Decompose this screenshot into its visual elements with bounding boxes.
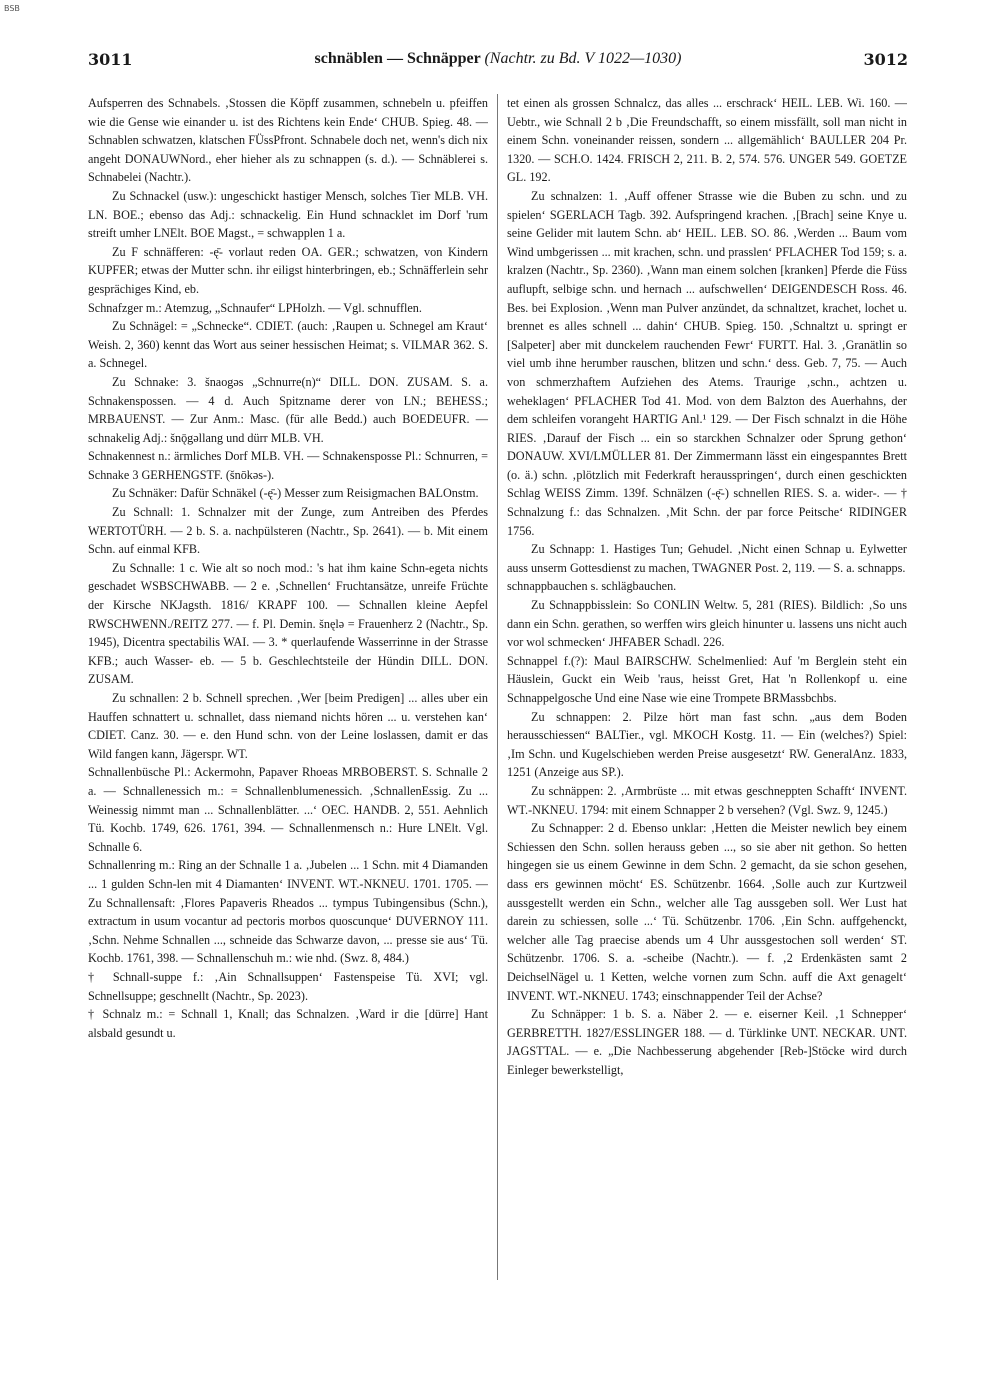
entry-paragraph: † Schnall-suppe f.: ‚Ain Schnallsuppen‘ Fastenspeise Tü. XVI; vgl. Schnellsuppe; geschnellt (Nachtr., Sp. 2023). bbox=[88, 969, 488, 1003]
entry-paragraph: Zu Schnäker: Dafür Schnäkel (-ę̄-) Messer zum Reisigmachen BALOnstm. bbox=[112, 486, 479, 501]
running-title bbox=[88, 50, 908, 68]
entry-paragraph: Schnallenbüsche Pl.: Ackermohn, Papaver Rhoeas MRBOBERST. S. Schnalle 2 a. — Schnallenessich m.: = Schnallenblumenessich. ‚SchnallenEssig. Zu ... Weinessig nimmt man ... Schnallenblätter. ...‘ OEC. HANDB. 2, 551. Aehnlich Tü. Kochb. 1749, 626. 1761, 394. — Schnallenmensch n.: Hure LNElt. Vgl. Schnalle 6. bbox=[88, 765, 488, 854]
entry-paragraph: tet einen als grossen Schnalcz, das alles ... erschrack‘ HEIL. LEB. Wi. 160. — Uebtr., wie Schnall 2 b ‚Die Freundschafft, so einem missfällt, soll man nicht in einem Schn. voneinander reissen, sondern ... allgemählich‘ BAULLER 204 Pr. 1320. — SCH.O. 1424. FRISCH 2, 211. B. 2, 574. 576. UNGER 549. GOETZE GL. 192. bbox=[507, 96, 907, 185]
library-stamp: BSB bbox=[4, 4, 20, 13]
right-column bbox=[507, 94, 907, 1294]
running-title-main: schnäblen — Schnäpper bbox=[314, 50, 481, 67]
entry-paragraph: † Schnalz m.: = Schnall 1, Knall; das Schnalzen. ‚Ward ir die [dürre] Hant alsbald gesundt u. bbox=[88, 1007, 488, 1040]
entry-paragraph: Zu Schnägel: = „Schnecke“. CDIET. (auch: ‚Raupen u. Schnegel am Kraut‘ Weish. 2, 360) kennt das Wort aus seiner hessischen Heimat; s. VILMAR 362. S. a. Schnegel. bbox=[88, 319, 488, 371]
running-title-sub: (Nachtr. zu Bd. V 1022—1030) bbox=[484, 50, 682, 67]
page-number-left: 3011 bbox=[88, 50, 133, 69]
page-header bbox=[88, 50, 908, 74]
entry-paragraph: Zu Schnappbisslein: So CONLIN Weltw. 5, 281 (RIES). Bildlich: ‚So uns dann ein Schn. gerathen, so werffen wirs gleich hinunter u. lassens uns nicht auch vor wol schmecken‘ JHFABER Schadl. 226. bbox=[507, 598, 907, 650]
entry-paragraph: Zu schnappen: 2. Pilze hört man fast schn. „aus dem Boden herausschiessen“ BALTier., vgl. MKOCH Kostg. 11. — Ein (welches?) Spiel: ‚Im Schn. und Kugelschieben werden Preise ausgesetzt‘ RW. GeneralAnz. 1833, 1251 (Anzeige aus SP.). bbox=[507, 709, 907, 780]
entry-paragraph: Schnappel f.(?): Maul BAIRSCHW. Schelmenlied: Auf 'm Berglein steht ein Häuslein, Guckt ein Weib 'raus, heisst Gret, Hat 'n Rollenkopf u. eine Schnappelgosche Und eine Nase wie eine Trompete BRMassbchbs. bbox=[507, 653, 907, 705]
entry-paragraph: Zu Schnackel (usw.): ungeschickt hastiger Mensch, solches Tier MLB. VH. LN. BOE.; ebenso das Adj.: schnackelig. Ein Hund schnacklet im Dorf 'rum streift umher LNElt. BOE Magst., = schwapplen 1 a. bbox=[88, 188, 488, 241]
entry-paragraph: Zu Schnake: 3. šnaogəs „Schnurre(n)“ DILL. DON. ZUSAM. S. a. Schnakenspossen. — 4 d. Auch Spitzname derer von LN.; BEHESS.; MRBAUENST. — Zur Anm.: Masc. (für alle Bedd.) auch BOEDEUFR. — schnakelig Adj.: šnǭgəllang und dürr MLB. VH. bbox=[88, 374, 488, 445]
column-divider bbox=[497, 94, 498, 1280]
entry-paragraph: Zu F schnäfferen: -ę̄- vorlaut reden OA. GER.; schwatzen, von Kindern KUPFER; etwas der Mutter schn. ihr eiligst hinterbringen, eb.; Schnäfferlein sehr gesprächiges Kind, eb. bbox=[88, 244, 488, 296]
page-number-right: 3012 bbox=[863, 50, 908, 69]
entry-paragraph: schnappbauchen s. schlägbauchen. bbox=[507, 579, 677, 594]
entry-paragraph: Schnakennest n.: ärmliches Dorf MLB. VH. — Schnakensposse Pl.: Schnurren, = Schnake 3 GERHENGSTF. (šnōkəs-). bbox=[88, 449, 488, 482]
left-column bbox=[88, 94, 488, 1294]
entry-paragraph: Zu schnalzen: 1. ‚Auff offener Strasse wie die Buben zu schn. und zu spielen‘ SGERLACH Tagb. 392. Aufspringend krachen. ‚[Brach] seine Knye u. seine Gelider mit lautem Schn. ab‘ HEIL. LEB. SO. 86. ‚Werden ... Baum vom Wind umbgerissen ... mit krachen, schn. und prasslen‘ PFLACHER Tod 159; s. a. kralzen (Nachtr., Sp. 2360). ‚Wann man einem solchen [kranken] Pferde die Füss auflupft, selbige schn. und hernach ... aufschwellen‘ DEIGENDESCH Ross. 46. Bes. bei Explosion. ‚Wenn man Pulver anzündet, da schnaltzet, krachet, lochet u. brennet es alles schnell ... dahin‘ CHUB. Spieg. 150. ‚Schnaltzt u. springt er [Salpeter] aber mit dunckelem rauchenden Fewr‘ FURTT. Hal. 3. ‚Granätlin so viel umb ihne herumber rauschen, blitzen und schn.‘ dess. Geb. 7, 75. — Auch von schmerzhaftem Aufziehen des Atems. Traurige ‚schn., achtzen u. weheklagen‘ PFLACHER Tod 41. Mod. von dem Balzton des Auerhahns, der dem schleifen vorangeht HARTIG Anl.¹ 129. — Der Fisch schnalzt in die Höhe RIES. ‚Darauf der Fisch ... ein so starckhen Schnalzer oder Sprung gethon‘ DONAUW. XVI/LMÜLLER 81. Der Zimmermann lässt ein eingespanntes Brett (o. ä.) schn. ‚plötzlich mit Federkraft herausspringen‘, durch einen geschickten Schlag WEISS Zimm. 139f. Schnälzen (-ę̄-) schnellen RIES. S. a. wider-. — † Schnalzung f.: das Schnalzen. ‚Mit Schn. der par force Peitsche‘ RIDINGER 1756. bbox=[507, 188, 907, 538]
entry-paragraph: Aufsperren des Schnabels. ‚Stossen die Köpff zusammen, schnebeln u. pfeiffen wie die Gense wie einander u. ist des Richtens kein Ende‘ CHUB. Spieg. 48. — Schnablen schwatzen, klatschen FÜssPfront. Schnabele doch net, wenn's dich nix angeht DONAUWNord., eher hieher als zu schnappen (s. d.). — Schnäblerei s. Schnabelei (Nachtr.). bbox=[88, 96, 488, 185]
entry-paragraph: Zu schnäppen: 2. ‚Armbrüste ... mit etwas geschneppten Schafft‘ INVENT. WT.-NKNEU. 1794: mit einem Schnapper 2 b versehen? (Vgl. Swz. 9, 1245.) bbox=[507, 783, 907, 817]
entry-paragraph: Zu Schnall: 1. Schnalzer mit der Zunge, zum Antreiben des Pferdes WERTOTÜRH. — 2 b. S. a. nachpülsteren (Nachtr., Sp. 2641). — b. Mit einem Schn. auf einmal KFB. bbox=[88, 505, 488, 557]
entry-paragraph: Zu schnallen: 2 b. Schnell sprechen. ‚Wer [beim Predigen] ... alles uber ein Hauffen schnattert u. schnallet, dass niemand nichts hören ... u. verstehen kan‘ CDIET. Canz. 30. — e. den Hund schn. von der Leine loslassen, damit er das Wild fangen kann, Jägerspr. WT. bbox=[88, 691, 488, 761]
entry-paragraph: Schnafzger m.: Atemzug, „Schnaufer“ LPHolzh. — Vgl. schnufflen. bbox=[88, 300, 422, 315]
entry-paragraph: Zu Schnapper: 2 d. Ebenso unklar: ‚Hetten die Meister newlich bey einem Schiessen den Schn. sollen herauss geben ..., so sie aber nit gethon. So hetten hingegen sie us einem Gewinne in dem Schn. 2 gemacht, da sie schon gesehen, dass ers gewinnen möcht‘ ES. Schützenbr. 1664. ‚Solle auch zur Kurtzweil aussgestellt werden ein Schn., welcher alle Tag aussgeben soll. Wer Lust hat darein zu schiessen, solle ...‘ Tü. Schützenbr. 1706. ‚Ein Schn. auffgehenckt, welcher alle Tag praecise abends um 4 Uhr aussgestochen soll werden‘ ST. Schützenbr. 1706. S. a. -scheibe (Nachtr.). — f. ‚2 Erdenkästen samt 2 DeichselNägel u. 1 Ketten, welche vornen zum Schn. auff die Axt genagelt‘ INVENT. WT.-NKNEU. 1743; einschnappender Teil der Achse? bbox=[507, 821, 907, 1003]
entry-paragraph: Zu Schnapp: 1. Hastiges Tun; Gehudel. ‚Nicht einen Schnap u. Eylwetter auss unserm Gottesdienst zu machen, TWAGNER Post. 2, 119. — S. a. schnapps. bbox=[507, 542, 907, 575]
entry-paragraph: Zu Schnalle: 1 c. Wie alt so noch mod.: 's hat ihm kaine Schn-egeta nichts geschadet WSBSCHWABB. — 2 e. ‚Schnellen‘ Fruchtansätze, unreife Früchte der Kirsche NKJagsth. 1816/ KRAPF 100. — Schnallen kleine Aepfel RWSCHWENN./REITZ 277. — f. Pl. Demin. šnęlə = Frauenherz 2 (Nachtr., Sp. 1945), Dicentra spectabilis WAI. — 3. * querlaufende Wasserrinne in der Strasse KFB.; auch Wasser- eb. — 5 b. Geschlechtsteile der Hündin DILL. DON. ZUSAM. bbox=[88, 560, 488, 687]
entry-paragraph: Zu Schnäpper: 1 b. S. a. Näber 2. — e. eiserner Keil. ‚1 Schnepper‘ GERBRETTH. 1827/ESSLINGER 188. — d. Türklinke UNT. NECKAR. UNT. JAGSTTAL. — e. „Die Nachbesserung abgehender [Reb-]Stöcke wird durch Einleger bewerkstelligt, bbox=[507, 1007, 907, 1077]
entry-paragraph: Schnallenring m.: Ring an der Schnalle 1 a. ‚Jubelen ... 1 Schn. mit 4 Diamanden ... 1 gulden Schn-len mit 4 Diamanten‘ INVENT. WT.-NKNEU. 1701. 1705. — Zu Schnallensaft: ‚Flores Papaveris Rheados ... tympus Tubingensibus (Schn.), extractum in usum vocantur ad pectoris morbos quoscunque‘ DUVERNOY 111. ‚Schn. Nehme Schnallen ..., schneide das Schwarze davon, ... presse sie aus‘ Tü. Kochb. 1761, 398. — Schnallenschuh m.: wie nhd. (Swz. 8, 484.) bbox=[88, 858, 488, 966]
